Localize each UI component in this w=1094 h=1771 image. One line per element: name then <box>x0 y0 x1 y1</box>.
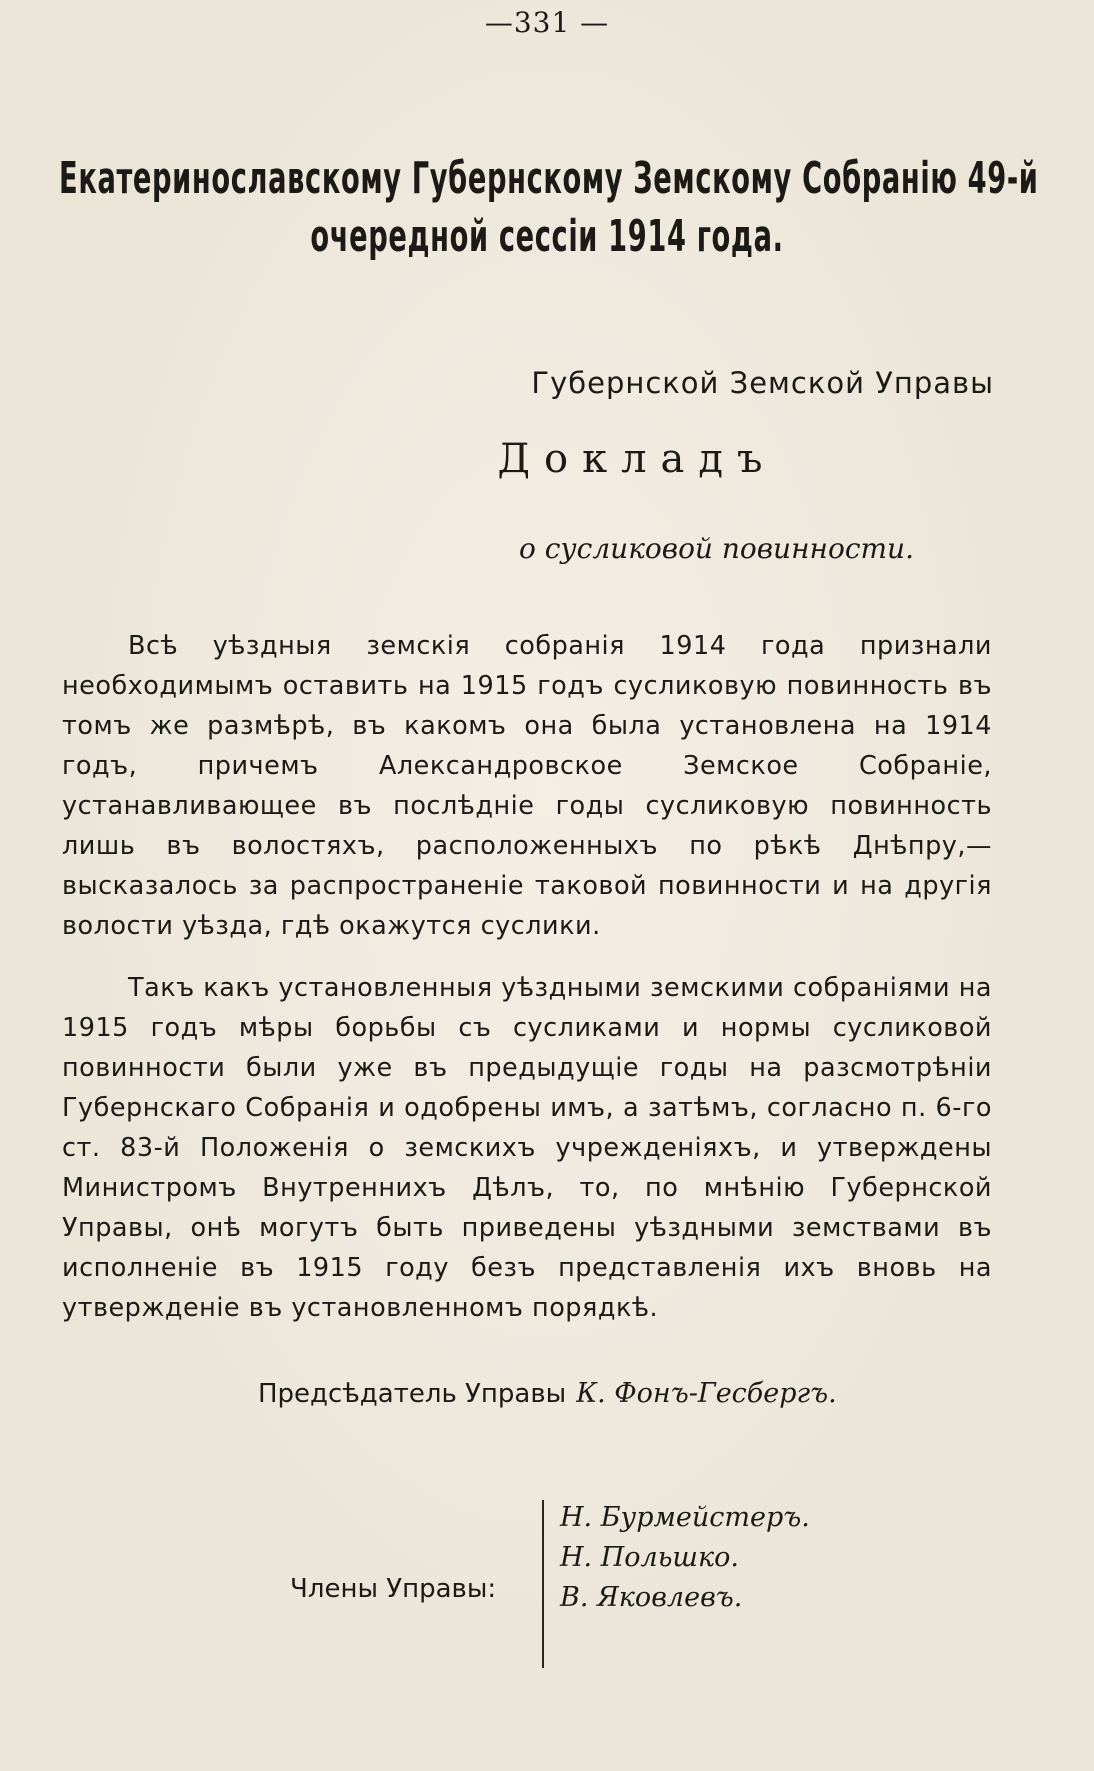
chairman-name: К. Фонъ-Гесбергъ. <box>576 1378 837 1409</box>
member-name: Н. Польшко. <box>560 1542 739 1573</box>
title-line-2: очередной сессіи 1914 года. <box>310 211 784 262</box>
document-title <box>59 150 1039 266</box>
page-number: —331 — <box>484 6 610 39</box>
members-label: Члены Управы: <box>290 1574 497 1604</box>
members-brace <box>542 1500 544 1668</box>
members-list <box>560 1498 810 1618</box>
member-name: В. Яковлевъ. <box>560 1582 743 1613</box>
paragraph-2: Такъ какъ установленныя уѣздными земскими собраніями на 1915 годъ мѣры борьбы съ сусликами и нормы сусликовой повинности были уже въ предыдущіе годы на разсмотрѣніи Губернскаго Собранія и одобрены имъ, а затѣмъ, согласно п. 6-го ст. 83-й Положенія о земскихъ учрежденіяхъ, и утверждены Министромъ Внутреннихъ Дѣлъ, то, по мнѣнію Губернской Управы, онѣ могутъ быть приведены уѣздными земствами въ исполненіе въ 1915 году безъ представленія ихъ вновь на утвержденіе въ установленномъ порядкѣ. <box>62 972 992 1323</box>
paragraph-1: Всѣ уѣздныя земскія собранія 1914 года признали необходимымъ оставить на 1915 годъ сусликовую повинность въ томъ же размѣрѣ, въ какомъ она была установлена на 1914 годъ, причемъ Александровское Земское Собраніе, устанавливающее въ послѣдніе годы сусликовую повинность лишь въ волостяхъ, расположенныхъ по рѣкѣ Днѣпру,—высказалось за распространеніе таковой повинности и на другія волости уѣзда, гдѣ окажутся суслики. <box>62 630 992 941</box>
chairman-signature-line <box>258 1378 837 1409</box>
title-line-1: Екатеринославскому Губернскому Земскому Собранію 49-й <box>59 153 1039 204</box>
chairman-label: Предсѣдатель Управы <box>258 1379 567 1409</box>
issuing-authority: Губернской Земской Управы <box>531 366 994 400</box>
member-name: Н. Бурмейстеръ. <box>560 1502 810 1533</box>
report-subject: о сусликовой повинности. <box>518 532 914 565</box>
report-heading: Докладъ <box>497 436 777 482</box>
